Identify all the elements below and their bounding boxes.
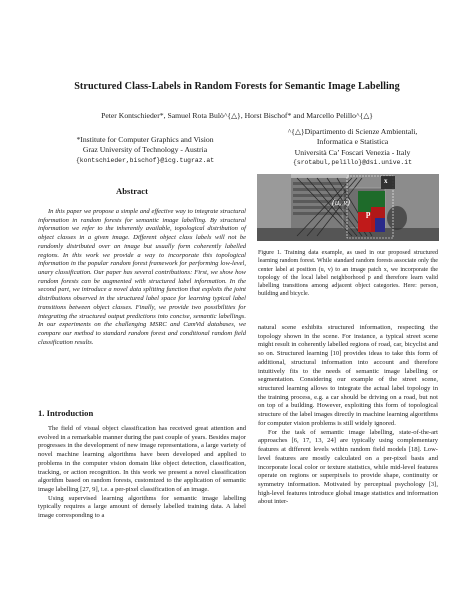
affiliation-right-line-3: Università Ca’ Foscari Venezia - Italy xyxy=(294,147,411,157)
author-list xyxy=(0,111,474,120)
paper-title: Structured Class-Labels in Random Forests for Semantic Image Labelling xyxy=(74,81,400,92)
affiliation-left-email: {kontschieder,bischof}@icg.tugraz.at xyxy=(75,156,215,164)
affiliation-right-line-1: ^{△}Dipartimento di Scienze Ambientali, xyxy=(287,127,418,136)
right-paragraph-2: For the task of semantic image labelling, state-of-the-art approaches [6, 17, 13, 24] are typically using complementary features at different levels within random field models [18]. Low-level features are mostly calculated on a per-pixel basis and incorporate local color or texture statistics, while mid-level features operate on regions or superpixels to provide shape, continuity or symmetry information. Motivated by perceptual psychology [3], high-level features introduce global image statistics and information about inter- xyxy=(258,428,438,506)
intro-paragraph-2: Using supervised learning algorithms for semantic image labelling typically requires a large amount of densely labelled training data. A label image corresponding to a xyxy=(38,494,246,520)
right-column-body xyxy=(258,324,438,507)
affiliation-right-line-2: Informatica e Statistica xyxy=(316,137,389,147)
affiliation-left-line-2: Graz University of Technology - Austria xyxy=(82,145,208,155)
affiliation-right-email: {srotabul,pelillo}@dsi.unive.it xyxy=(293,158,412,166)
right-paragraph-1: natural scene exhibits structured information, respecting the topology shown in the scene. For instance, a typical street scene might result in coherently labelled regions of road, car, bicyclist and so on. Structured learning [10] provides ideas to take this form of additional, structural information into account and therefore intuitively fits to the needs of semantic image labelling or segmentation. Considering our example of the street scene, structured learning allows to integrate the actual label topology in the training process, e.g. a car should be driving on a road, but not on top of a building. However, exploiting this form of topological structure of the label images directly in machine learning algorithms for computer vision problems is still widely ignored. xyxy=(258,324,438,427)
affiliation-left-line-1: *Institute for Computer Graphics and Vision xyxy=(76,135,214,144)
intro-paragraph-1: The field of visual object classification has received great attention and evolved in a remarkable manner during the past couple of years. Besides major progresses in the development of new image representations, a large variety of novel machine learning algorithms have been developed and applied to problems in the computer vision domain like object detection, classification, tracking, or action recognition. In this work we present a novel classification algorithm based on random forests, customized to the application of semantic image labelling [27, 9], i.e. a per-pixel classification of an image. xyxy=(38,425,246,494)
figure-1-caption: Figure 1. Training data example, as used in our proposed structured learning random forest. While standard random forests associate only the center label at position (u, v) to an image patch x, we incorporate the topology of the local label neighborhood p and therefore learn valid labelling transitions among adjacent object categories. Here: person, building and bicycle. xyxy=(258,250,438,298)
section-heading-introduction: 1. Introduction xyxy=(38,408,94,418)
abstract-text: In this paper we propose a simple and effective way to integrate structural information in random forests for semantic image labelling. By structural information we refer to the inherently available, topological distribution of object classes in a given image. Different object class labels will not be randomly distributed over an image but usually form coherently labelled regions. In this work we provide a way to incorporate this topological information in the popular random forest framework for performing low-level, unary classification. Our paper has several contributions: First, we show how random forests can be augmented with structured label information. In the second part, we introduce a novel data splitting function that exploits the joint distributions observed in the structured label space for learning typical label transitions between object classes. Finally, we provide two possibilities for integrating the structured output predictions into concise, semantic labellings. In our experiments on the challenging MSRC and CamVid databases, we compare our method to standard random forest and conditional random field classification results. xyxy=(38,208,246,346)
patch-x-label: x xyxy=(384,177,388,185)
author-names: Peter Kontschieder*, Samuel Rota Bulò^{△}, Horst Bischof* and Marcello Pelillo^{△} xyxy=(101,111,373,120)
introduction-body xyxy=(38,425,246,521)
abstract-heading: Abstract xyxy=(116,186,148,196)
affiliation-left xyxy=(40,135,250,166)
street-scene-illustration xyxy=(257,174,439,241)
label-neighborhood-p-label: p xyxy=(366,209,371,218)
uv-coordinate-label: (u, v) xyxy=(332,197,350,207)
figure-1-image xyxy=(257,174,439,241)
affiliation-right xyxy=(245,127,460,168)
abstract-body xyxy=(38,208,246,348)
